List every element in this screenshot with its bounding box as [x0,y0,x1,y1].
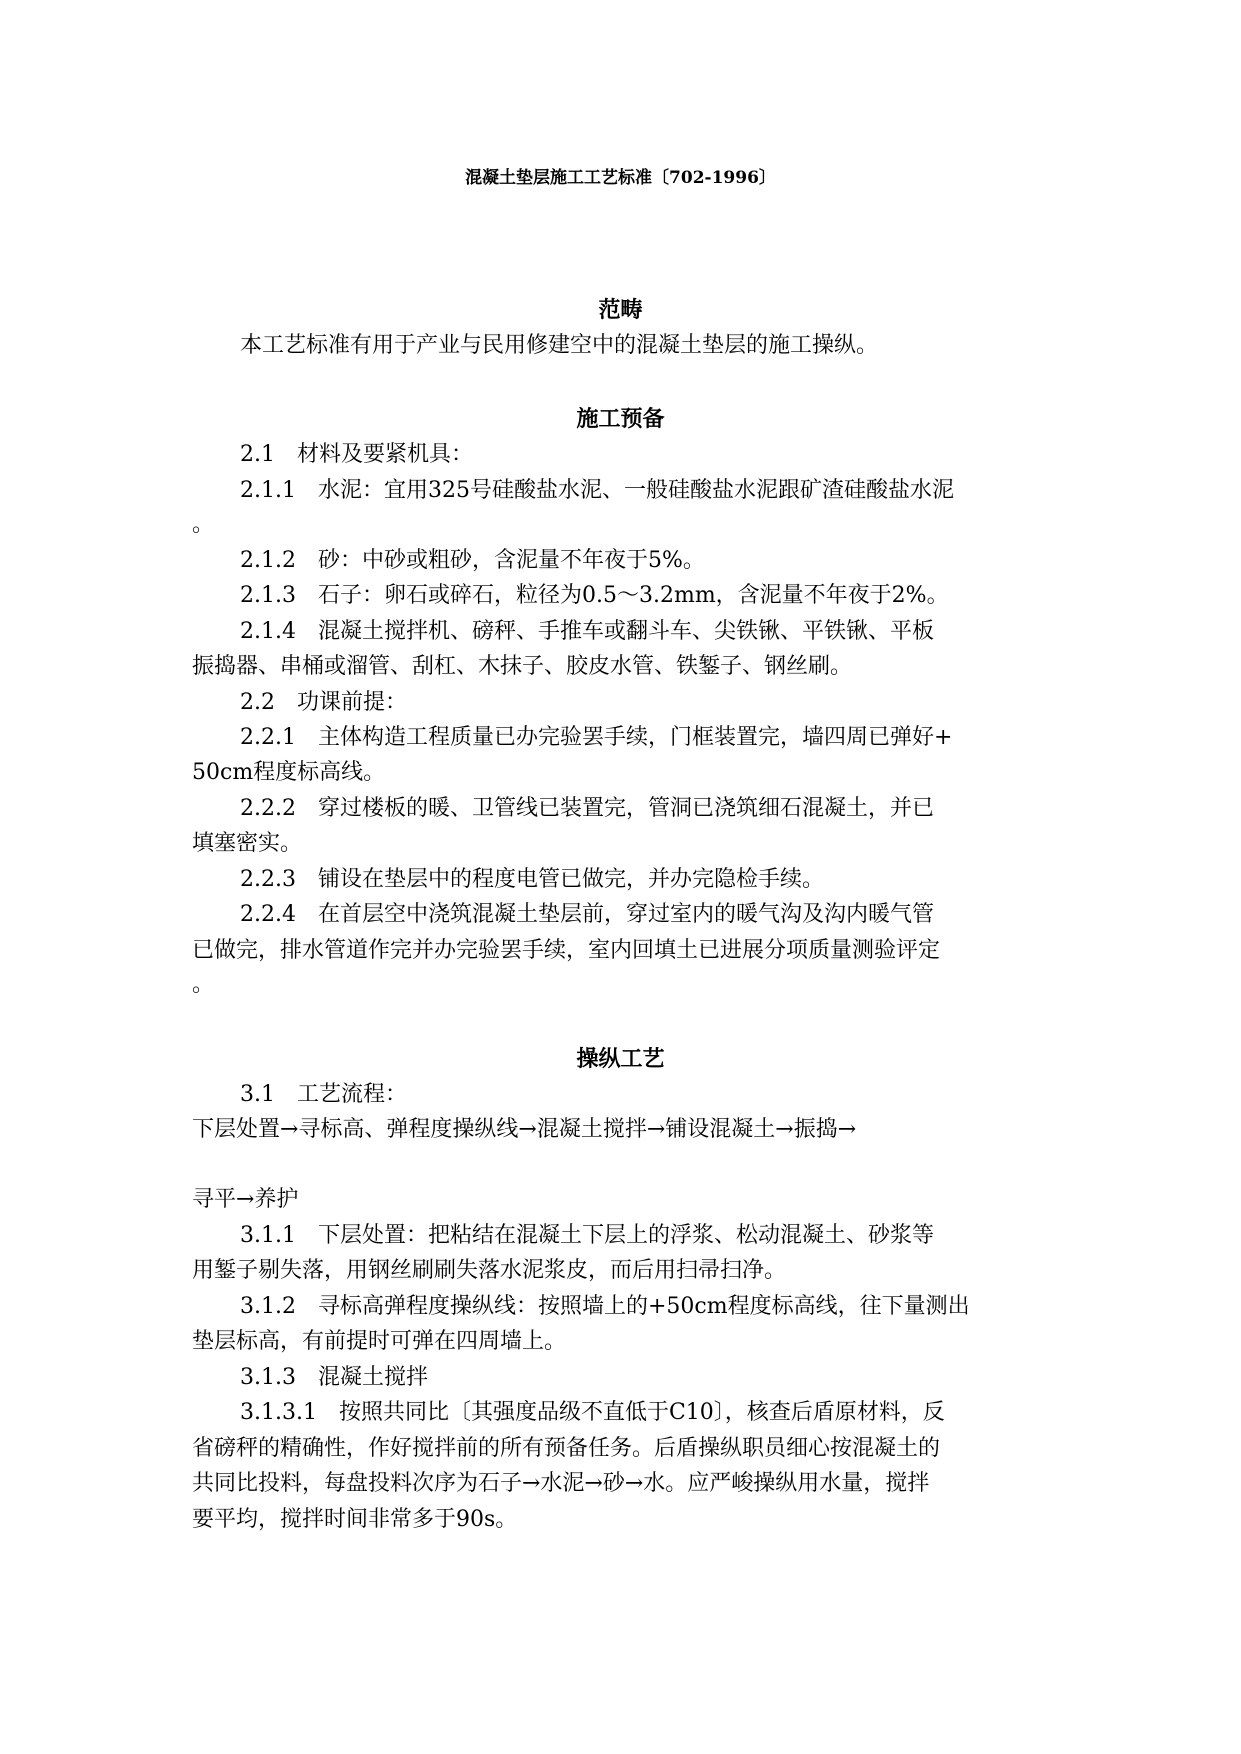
paragraph-line: 振捣器、串桶或溜管、刮杠、木抹子、胶皮水管、铁錾子、钢丝刷。 [192,654,853,679]
paragraph-line: 2.1 材料及要紧机具： [240,442,473,467]
paragraph-line: 50cm程度标高线。 [192,760,386,785]
paragraph-line: 。 [192,972,215,997]
paragraph-line: 2.2.3 铺设在垫层中的程度电管已做完，并办完隐检手续。 [240,867,824,892]
paragraph-line: 2.1.2 砂：中砂或粗砂，含泥量不年夜于5%。 [240,548,705,573]
paragraph-line: 填塞密实。 [192,831,303,856]
process-flow-line: 下层处置→寻标高、弹程度操纵线→混凝土搅拌→铺设混凝土→振捣→ [192,1117,857,1142]
paragraph-line: 垫层标高，有前提时可弹在四周墙上。 [192,1329,567,1354]
paragraph-line: 共同比投料，每盘投料次序为石子→水泥→砂→水。应严峻操纵用水量，搅拌 [192,1471,930,1496]
process-flow-line: 寻平→养护 [192,1187,299,1212]
paragraph-line: 2.1.1 水泥：宜用325号硅酸盐水泥、一般硅酸盐水泥跟矿渣硅酸盐水泥 [240,478,954,503]
paragraph-line: 省磅秤的精确性，作好搅拌前的所有预备任务。后盾操纵职员细心按混凝土的 [192,1436,941,1461]
paragraph-line: 2.2.1 主体构造工程质量已办完验罢手续，门框装置完，墙四周已弹好+ [240,725,953,750]
paragraph-line: 2.2 功课前提： [240,690,407,715]
paragraph-line: 2.2.4 在首层空中浇筑混凝土垫层前，穿过室内的暖气沟及沟内暖气管 [240,902,934,927]
paragraph-line: 2.1.3 石子：卵石或碎石，粒径为0.5～3.2mm，含泥量不年夜于2%。 [240,583,949,608]
paragraph-line: 本工艺标准有用于产业与民用修建空中的混凝土垫层的施工操纵。 [240,333,879,358]
section-heading-operation: 操纵工艺 [576,1046,665,1072]
paragraph-line: 3.1.1 下层处置：把粘结在混凝土下层上的浮浆、松动混凝土、砂浆等 [240,1223,934,1248]
paragraph-line: 3.1.3.1 按照共同比〔其强度品级不直低于C10〕，核查后盾原材料，反 [240,1400,945,1425]
paragraph-line: 3.1.3 混凝土搅拌 [240,1365,428,1390]
paragraph-line: 2.2.2 穿过楼板的暖、卫管线已装置完，管洞已浇筑细石混凝土，并已 [240,796,934,821]
paragraph-line: 3.1 工艺流程： [240,1082,407,1107]
paragraph-line: 已做完，排水管道作完并办完验罢手续，室内回填土已进展分项质量测验评定 [192,938,941,963]
section-heading-scope: 范畴 [598,297,643,323]
paragraph-line: 要平均，搅拌时间非常多于90s。 [192,1507,518,1532]
document-title: 混凝土垫层施工工艺标准〔702-1996〕 [465,168,776,188]
paragraph-line: 3.1.2 寻标高弹程度操纵线：按照墙上的+50cm程度标高线，往下量测出 [240,1294,970,1319]
paragraph-line: 2.1.4 混凝土搅拌机、磅秤、手推车或翻斗车、尖铁锹、平铁锹、平板 [240,619,934,644]
section-heading-preparation: 施工预备 [576,406,665,432]
paragraph-line: 。 [192,512,215,537]
paragraph-line: 用錾子剔失落，用钢丝刷刷失落水泥浆皮，而后用扫帚扫净。 [192,1258,787,1283]
